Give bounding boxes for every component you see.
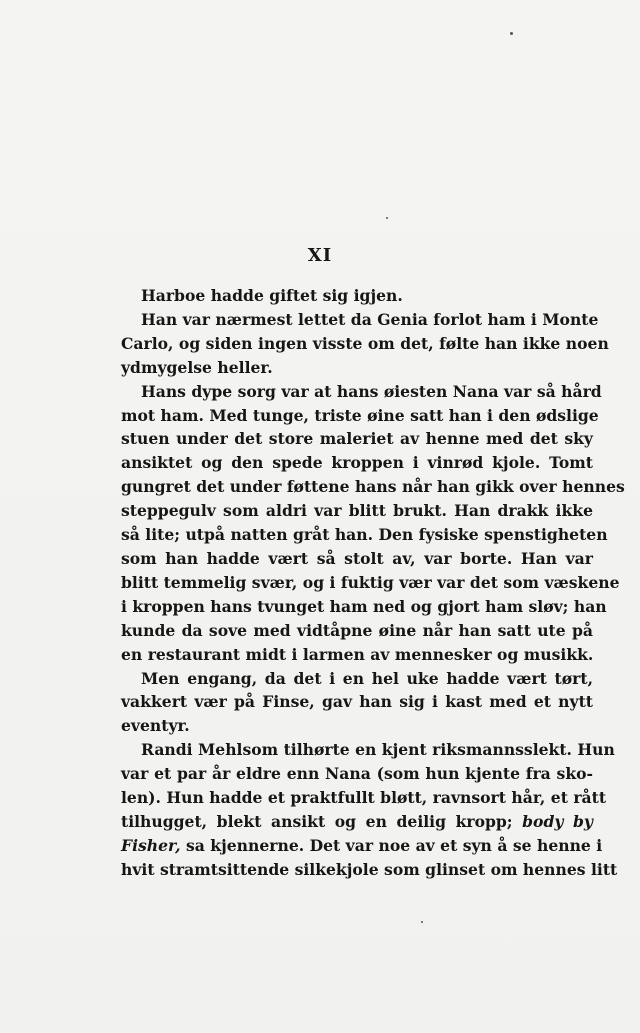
text-line: en restaurant midt i larmen av mennesker og musikk. [121,644,594,664]
text-line: gungret det under føttene hans når han gikk over hennes [121,477,625,497]
text-line: Han var nærmest lettet da Genia forlot ham i Monte [141,309,599,329]
text-line: hvit stramtsittende silkekjole som glinset om hennes litt [121,859,618,879]
text-line: stuen under det store maleriet av henne med det sky [121,429,593,449]
text-line: Harboe hadde giftet sig igjen. [141,286,403,305]
text-line: Men engang, da det i en hel uke hadde vært tørt, [141,668,593,688]
text-line [121,834,603,858]
chapter-heading: XI [307,245,333,266]
text-segment: sa kjennerne. Det var noe av et syn å se henne i [185,835,603,855]
text-line [121,810,593,834]
text-line: len). Hun hadde et praktfullt bløtt, ravnsort hår, et rått [121,788,607,808]
text-line: i kroppen hans tvunget ham ned og gjort ham sløv; han [121,596,607,616]
text-line: Hans dype sorg var at hans øiesten Nana var så hård [141,381,602,401]
text-line: var et par år eldre enn Nana (som hun kjente fra sko- [121,764,593,784]
chapter-body-text [121,284,625,882]
text-line: steppegulv som aldri var blitt brukt. Han drakk ikke [121,501,593,521]
italic-phrase: body by [522,811,593,831]
text-line: ansiktet og den spede kroppen i vinrød kjole. Tomt [121,453,593,473]
text-line: eventyr. [121,716,190,736]
text-line: blitt temmelig svær, og i fuktig vær var det som væskene [121,572,620,592]
text-line: som han hadde vært så stolt av, var borte. Han var [121,548,593,568]
italic-phrase: Fisher, [121,835,181,855]
paper-speck [510,32,513,35]
paper-speck [386,217,388,219]
text-line: Carlo, og siden ingen visste om det, følte han ikke noen [121,333,609,353]
text-line: så lite; utpå natten gråt han. Den fysiske spenstigheten [121,525,608,545]
text-line: ydmygelse heller. [121,357,273,377]
paper-speck [421,921,423,923]
text-segment: tilhugget, blekt ansikt og en deilig kropp; [121,811,513,831]
text-line: mot ham. Med tunge, triste øine satt han i den ødslige [121,405,599,425]
text-line: kunde da sove med vidtåpne øine når han satt ute på [121,620,593,640]
text-line: Randi Mehlsom tilhørte en kjent riksmannsslekt. Hun [141,740,615,760]
text-line: vakkert vær på Finse, gav han sig i kast med et nytt [121,692,593,712]
